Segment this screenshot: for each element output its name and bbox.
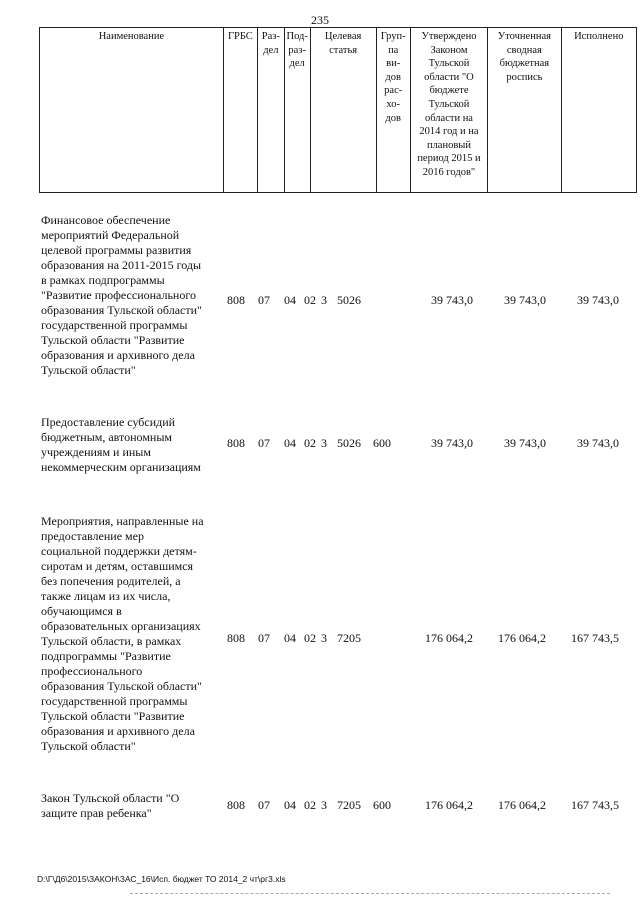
row-approved: 176 064,2 [425,631,473,645]
row-name: Финансовое обеспечение мероприятий Федеральной целевой программы развития образования на 2011-2015 годы в рамках подпрограммы "Развитие профессионального образования Тульской области" государственной программы Тульской области "Развитие образования и архивного дела Тульской области" [41,213,202,377]
row-specified: 39 743,0 [504,436,546,450]
row-name: Закон Тульской области "О защите прав ребенка" [41,791,180,820]
row-podrazdel: 04 [284,293,296,307]
row-specified: 176 064,2 [498,798,546,812]
row-razdel: 07 [258,293,270,307]
header-executed: Исполнено [561,28,636,193]
row-target-3: 7205 [337,631,361,645]
row-target-2: 3 [321,436,327,450]
row-executed: 39 743,0 [577,293,619,307]
row-podrazdel: 04 [284,631,296,645]
row-name: Мероприятия, направленные на предоставление мер социальной поддержки детям- сиротам и детям, оставшимся без попечения родителей, а также лицам из их числа, обучающимся в образовательных организациях Тульской области, в рамках подпрограммы "Развитие профессионального образования Тульской области" государственной программы Тульской области "Развитие образования и архивного дела Тульской области" [41,514,204,753]
row-executed: 39 743,0 [577,436,619,450]
row-target-2: 3 [321,798,327,812]
row-target-1: 02 [304,631,316,645]
row-target-1: 02 [304,436,316,450]
header-name: Наименование [40,28,224,193]
row-razdel: 07 [258,631,270,645]
footer-rule [130,893,610,894]
row-razdel: 07 [258,798,270,812]
header-approved: Утверждено Законом Тульской области "О бюджете Тульской области на 2014 год и на плановый период 2015 и 2016 годов" [410,28,487,193]
row-executed: 167 743,5 [571,798,619,812]
row-executed: 167 743,5 [571,631,619,645]
row-razdel: 07 [258,436,270,450]
row-specified: 39 743,0 [504,293,546,307]
row-group: 600 [373,436,391,450]
row-target-2: 3 [321,631,327,645]
row-specified: 176 064,2 [498,631,546,645]
header-grbs: ГРБС [223,28,257,193]
row-grbs: 808 [227,798,245,812]
header-specified: Уточненная сводная бюджетная роспись [488,28,561,193]
row-target-3: 5026 [337,436,361,450]
row-target-3: 5026 [337,293,361,307]
row-target-3: 7205 [337,798,361,812]
row-approved: 39 743,0 [431,436,473,450]
row-target-2: 3 [321,293,327,307]
row-approved: 39 743,0 [431,293,473,307]
header-razdel: Раз- дел [257,28,284,193]
header-expense-group: Груп- па ви- дов рас- хо- дов [376,28,410,193]
row-grbs: 808 [227,631,245,645]
table-header [39,27,637,193]
row-grbs: 808 [227,436,245,450]
row-name: Предоставление субсидий бюджетным, автономным учреждениям и иным некоммерческим организациям [41,415,201,474]
row-target-1: 02 [304,798,316,812]
header-podrazdel: Под- раз- дел [284,28,310,193]
page-number: 235 [311,13,329,27]
header-target-article: Целевая статья [310,28,376,193]
row-grbs: 808 [227,293,245,307]
row-target-1: 02 [304,293,316,307]
footer-file-path: D:\Г\Д6\2015\ЗАКОН\ЗАС_16\Исп. бюджет ТО 2014_2 чт\рг3.xls [37,874,286,884]
row-podrazdel: 04 [284,436,296,450]
row-podrazdel: 04 [284,798,296,812]
row-group: 600 [373,798,391,812]
row-approved: 176 064,2 [425,798,473,812]
